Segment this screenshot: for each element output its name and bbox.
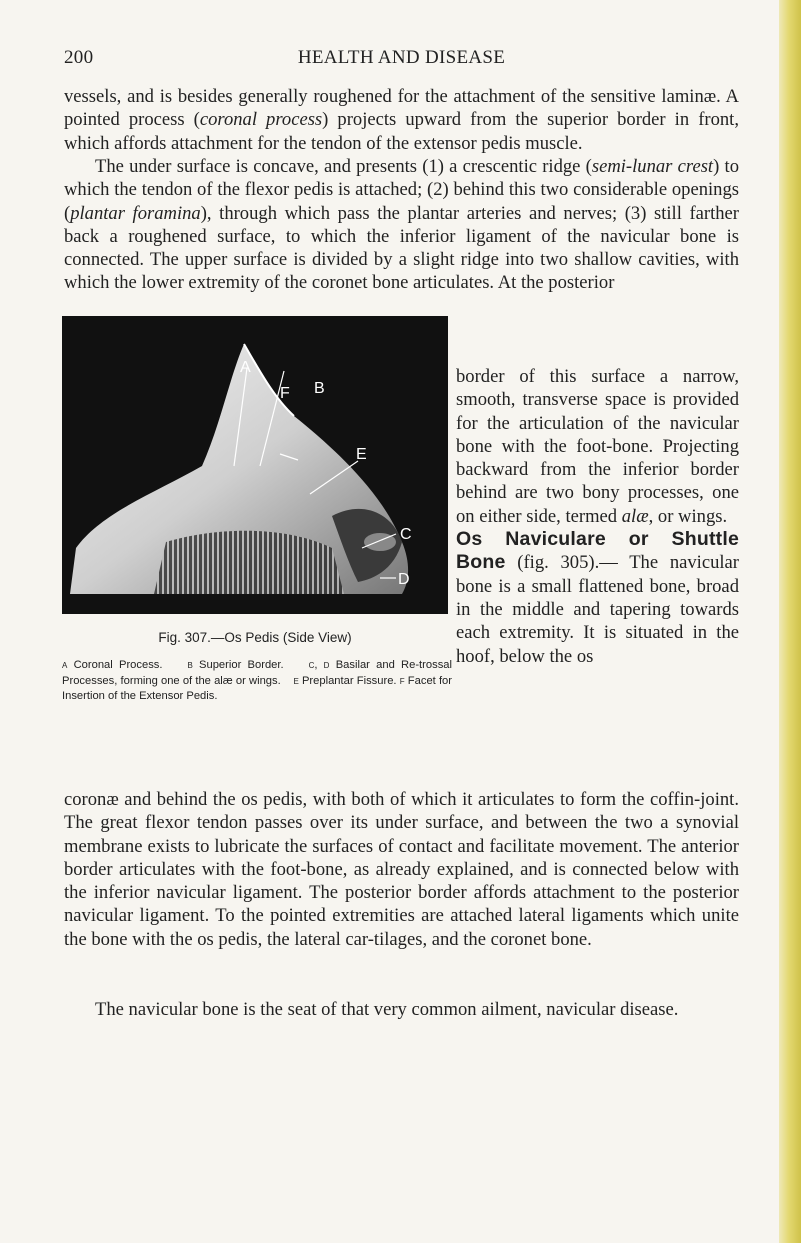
term-alae: alæ [621, 505, 649, 527]
fig-label-c: C [400, 526, 412, 543]
paragraph-4: The navicular bone is the seat of that very common ailment, navicular disease. [95, 999, 679, 1020]
figure-legend: a Coronal Process. b Superior Border. c, d Basilar and Re-trossal Processes, forming one of the alæ or wings. e Preplantar Fissure. f Facet for Insertion of the Extensor Pedis. [62, 659, 453, 702]
figure-os-pedis [62, 316, 448, 614]
section-heading: Os Naviculare or Shuttle Bone [456, 528, 739, 574]
paragraph-1: vessels, and is besides generally roughened for the attachment of the sensitive laminæ. A pointed process (coronal process) projects upward from the superior border in front, which affords attachment for the tendon of the extensor pedis muscle. [64, 86, 739, 154]
fig-label-b: B [314, 380, 325, 397]
paragraph-2: The under surface is concave, and presents (1) a crescentic ridge (semi-lunar crest) to which the tendon of the flexor pedis is attached; (2) behind this two considerable openings (plantar foramina), through which pass the plantar arteries and nerves; (3) still farther back a roughened surface, to which the inferior ligament of the navicular bone is connected. The upper surface is divided by a slight ridge into two shallow cavities, with which the lower extremity of the coronet bone articulates. At the posterior [64, 156, 739, 294]
fig-label-d: D [398, 571, 410, 588]
fig-label-f: F [280, 385, 290, 402]
running-title: HEALTH AND DISEASE [297, 47, 506, 68]
page-number: 200 [64, 47, 94, 68]
term-coronal-process: coronal process [199, 109, 323, 131]
paragraph-3: coronæ and behind the os pedis, with both of which it articulates to form the coffin-joint. The great flexor tendon passes over its under surface, and between the two a synovial membrane exists to lubricate the surfaces of contact and facilitate movement. The anterior border articulates with the foot-bone, as already explained, and is connected below with the inferior navicular ligament. The posterior border affords attachment to the posterior navicular ligament. To the pointed extremities are attached lateral ligaments which unite the bone with the os pedis, the lateral car-tilages, and the coronet bone. [64, 789, 739, 950]
bone-illustration [62, 316, 448, 614]
wrapped-text-column: border of this surface a narrow, smooth, transverse space is provided for the articulation of the navicular bone with the foot-bone. Projecting backward from the inferior border behind are two bony processes, one on either side, termed alæ, or wings. Os Naviculare or Shuttle Bone (fig. 305).— The navicular bone is a small flattened bone, broad in the middle and tapering towards each extremity. It is situated in the hoof, below the os [456, 366, 739, 667]
page-edge [779, 0, 801, 1243]
term-semi-lunar-crest: semi-lunar crest [591, 156, 714, 177]
term-plantar-foramina: plantar foramina [70, 202, 201, 224]
fig-label-a: A [240, 359, 251, 376]
fig-label-e: E [356, 446, 367, 463]
figure-caption-title: Fig. 307.—Os Pedis (Side View) [158, 630, 352, 645]
